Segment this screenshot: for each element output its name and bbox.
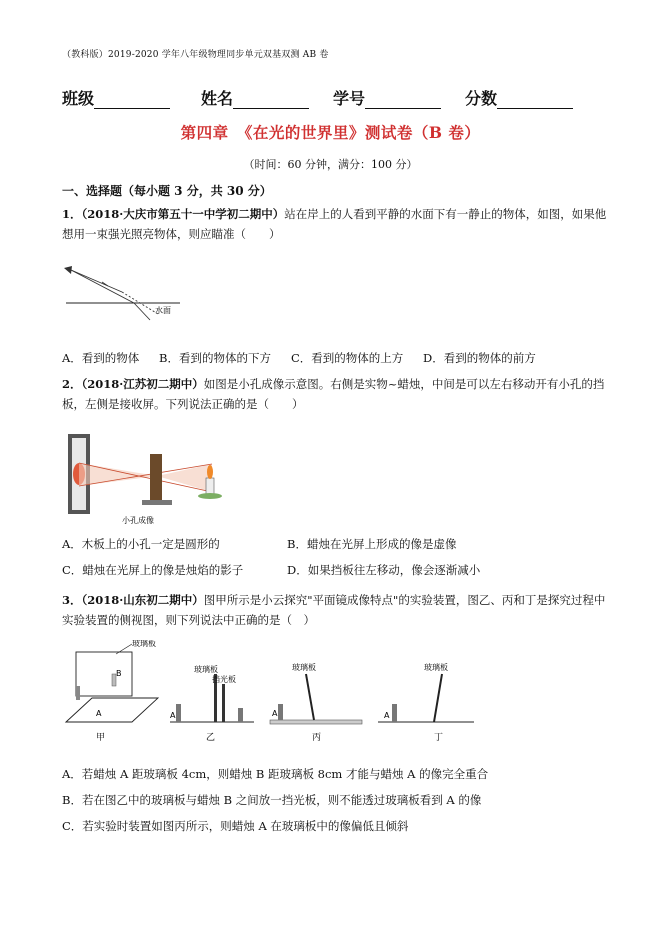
water-surface-label: 水面 <box>155 306 171 315</box>
bing-glass-plate <box>306 674 314 720</box>
score-field[interactable] <box>465 86 573 109</box>
jia-glass-label: 玻璃板 <box>132 640 156 648</box>
q1-option-d[interactable]: D．看到的物体的前方 <box>423 351 536 365</box>
header-note: （教科版）2019-2020 学年八年级物理同步单元双基双测 AB 卷 <box>62 50 329 60</box>
jia-glass-plate <box>76 652 132 696</box>
bing-caption: 丙 <box>312 733 322 743</box>
yi-candle-a <box>176 704 181 722</box>
q2-figure-caption: 小孔成像 <box>122 516 154 525</box>
board-with-hole <box>150 454 162 502</box>
question-2 <box>62 374 607 414</box>
q1-figure <box>62 262 184 324</box>
bing-glass-label: 玻璃板 <box>292 663 316 672</box>
name-label: 姓名 <box>201 89 234 108</box>
ding-candle-a <box>392 704 397 722</box>
ray-2 <box>71 270 134 303</box>
q1-option-a[interactable]: A．看到的物体 <box>62 351 140 365</box>
q2-stem-1: 如图是小孔成像示意图。右侧是实物~蜡烛，中间是可以左右移动开有小孔的挡 <box>203 377 605 391</box>
q3-stem-2: 实验装置的侧视图，则下列说法中正确的是（ ） <box>62 613 315 627</box>
q3-option-c[interactable]: C．若实验时装置如图丙所示，则蜡烛 A 在玻璃板中的像偏低且倾斜 <box>62 819 409 833</box>
q1-option-b[interactable]: B．看到的物体的下方 <box>159 351 271 365</box>
candle-base <box>198 493 222 499</box>
id-field[interactable] <box>333 86 441 109</box>
ray-3 <box>134 303 150 320</box>
score-label: 分数 <box>465 89 498 108</box>
bing-label-a: A <box>272 709 278 718</box>
figure-yi <box>170 664 254 743</box>
q2-source: 2．（2018·江苏初二期中） <box>62 377 204 391</box>
bing-base <box>270 720 362 724</box>
yi-candle-b <box>238 708 243 722</box>
class-blank[interactable] <box>94 92 170 109</box>
q2-options <box>62 536 607 586</box>
class-label: 班级 <box>62 89 95 108</box>
yi-label-a: A <box>170 711 176 720</box>
figure-bing <box>270 662 362 743</box>
ray-1 <box>71 270 122 292</box>
jia-caption: 甲 <box>96 733 106 743</box>
q3-stem-1: 图甲所示是小云探究"平面镜成像特点"的实验装置，图乙、丙和丁是探究过程中 <box>203 593 606 607</box>
figure-ding <box>378 662 474 743</box>
id-blank[interactable] <box>365 92 441 109</box>
student-info-row <box>62 86 602 110</box>
class-field[interactable] <box>62 86 170 109</box>
q1-stem-2: 想用一束强光照亮物体，则应瞄准（ ） <box>62 227 281 241</box>
q2-figure <box>62 430 226 526</box>
jia-label-a: A <box>96 709 102 718</box>
q2-option-b[interactable]: B．蜡烛在光屏上形成的像是虚像 <box>287 537 457 551</box>
name-field[interactable] <box>201 86 309 109</box>
jia-pointer <box>116 644 132 654</box>
yi-caption: 乙 <box>206 733 216 743</box>
board-stand <box>142 500 172 505</box>
q1-option-c[interactable]: C．看到的物体的上方 <box>291 351 404 365</box>
q3-option-b[interactable]: B．若在图乙中的玻璃板与蜡烛 B 之间放一挡光板，则不能透过玻璃板看到 A 的像 <box>62 793 482 807</box>
id-label: 学号 <box>333 89 366 108</box>
q1-source: 1．（2018·大庆市第五十一中学初二期中） <box>62 207 285 221</box>
candle-flame <box>207 465 213 479</box>
eye-icon <box>64 266 72 274</box>
q3-figure <box>62 640 482 750</box>
jia-candle-a <box>76 686 80 700</box>
ding-glass-label: 玻璃板 <box>424 663 448 672</box>
section-heading: 一、选择题（每小题 3 分，共 30 分） <box>62 184 272 198</box>
ding-label-a: A <box>384 711 390 720</box>
candle <box>206 478 214 494</box>
score-blank[interactable] <box>497 92 573 109</box>
q3-options <box>62 766 607 846</box>
q2-option-d[interactable]: D．如果挡板往左移动，像会逐渐减小 <box>287 563 481 577</box>
question-1 <box>62 204 607 244</box>
q2-stem-2: 板，左侧是接收屏。下列说法正确的是（ ） <box>62 397 304 411</box>
q1-options <box>62 350 607 370</box>
q1-stem-1: 站在岸上的人看到平静的水面下有一静止的物体，如图，如果他 <box>284 207 607 221</box>
ding-caption: 丁 <box>434 733 444 743</box>
yi-shield <box>222 684 225 722</box>
q3-option-a[interactable]: A．若蜡烛 A 距玻璃板 4cm，则蜡烛 B 距玻璃板 8cm 才能与蜡烛 A 的像完全重合 <box>62 767 489 781</box>
yi-glass-label: 玻璃板 <box>194 665 218 674</box>
exam-time-info: （时间：60 分钟，满分：100 分） <box>243 158 418 171</box>
name-blank[interactable] <box>233 92 309 109</box>
question-3 <box>62 590 607 630</box>
jia-label-b: B <box>116 669 122 678</box>
yi-shield-label: 挡光板 <box>212 675 236 684</box>
light-cone-left <box>79 463 157 486</box>
figure-jia <box>66 640 158 743</box>
ding-glass-plate <box>434 674 442 722</box>
jia-table <box>66 698 158 722</box>
bing-candle-a <box>278 704 283 720</box>
q2-option-c[interactable]: C．蜡烛在光屏上的像是烛焰的影子 <box>62 563 244 577</box>
page-title: 第四章 《在光的世界里》测试卷（B 卷） <box>180 123 481 142</box>
q2-option-a[interactable]: A．木板上的小孔一定是圆形的 <box>62 537 220 551</box>
q3-source: 3．（2018·山东初二期中） <box>62 593 204 607</box>
